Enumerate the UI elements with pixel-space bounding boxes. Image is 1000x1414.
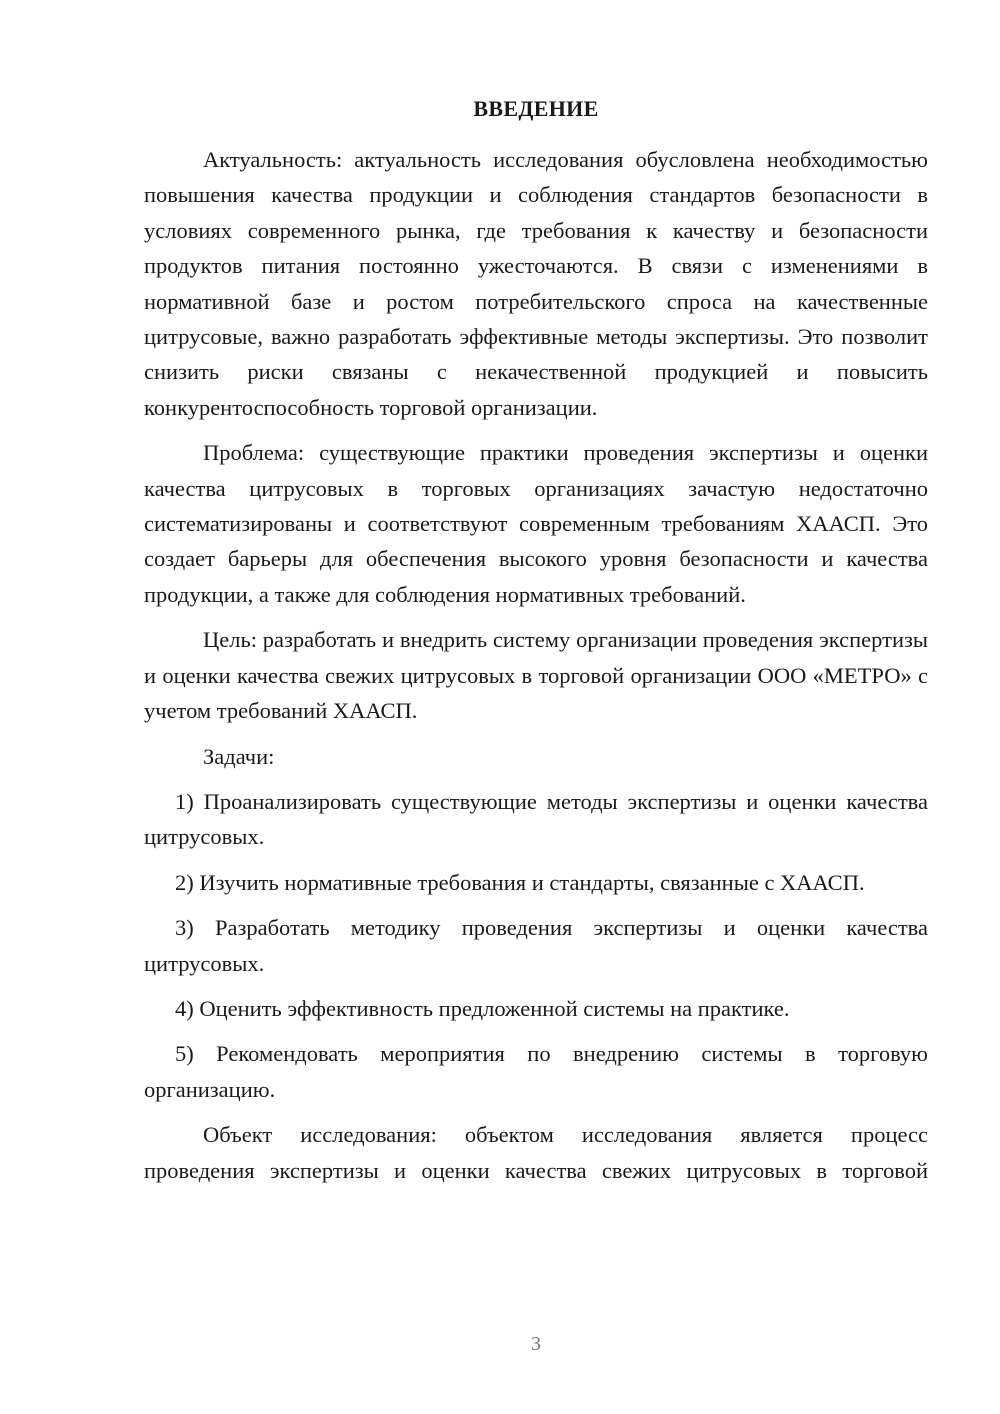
tasks-heading: Задачи:	[203, 743, 275, 769]
task-item-2: 2) Изучить нормативные требования и стандарты, связанные с ХААСП.	[175, 869, 865, 895]
task-item-1: 1) Проанализировать существующие методы экспертизы и оценки качества цитрусовых.	[144, 788, 928, 850]
paragraph-relevance: Актуальность: актуальность исследования обусловлена необходимостью повышения качества продукции и соблюдения стандартов безопасности в условиях современного рынка, где требования к качеству и безопасности продуктов питания постоянно ужесточаются. В связи с изменениями в нормативной базе и ростом потребительского спроса на качественные цитрусовые, важно разработать эффективные методы экспертизы. Это позволит снизить риски связаны с некачественной продукцией и повысить конкурентоспособность торговой организации.	[144, 147, 928, 420]
paragraph-object: Объект исследования: объектом исследования является процесс проведения экспертизы и оценки качества свежих цитрусовых в торговой	[144, 1122, 928, 1183]
paragraph-goal: Цель: разработать и внедрить систему организации проведения экспертизы и оценки качества свежих цитрусовых в торговой организации ООО «МЕТРО» с учетом требований ХААСП.	[144, 627, 928, 724]
task-item-3: 3) Разработать методику проведения экспертизы и оценки качества цитрусовых.	[144, 915, 928, 976]
document-page	[144, 0, 928, 1414]
paragraph-problem: Проблема: существующие практики проведения экспертизы и оценки качества цитрусовых в торговых организациях зачастую недостаточно систематизированы и соответствуют современным требованиям ХААСП. Это создает барьеры для обеспечения высокого уровня безопасности и качества продукции, а также для соблюдения нормативных требований.	[144, 440, 928, 607]
task-item-4: 4) Оценить эффективность предложенной системы на практике.	[175, 995, 790, 1021]
page-title: ВВЕДЕНИЕ	[473, 96, 599, 121]
task-item-5: 5) Рекомендовать мероприятия по внедрению системы в торговую организацию.	[144, 1041, 928, 1102]
page-number: 3	[531, 1333, 541, 1355]
document-body	[144, 142, 928, 1198]
task-list	[144, 784, 928, 1107]
